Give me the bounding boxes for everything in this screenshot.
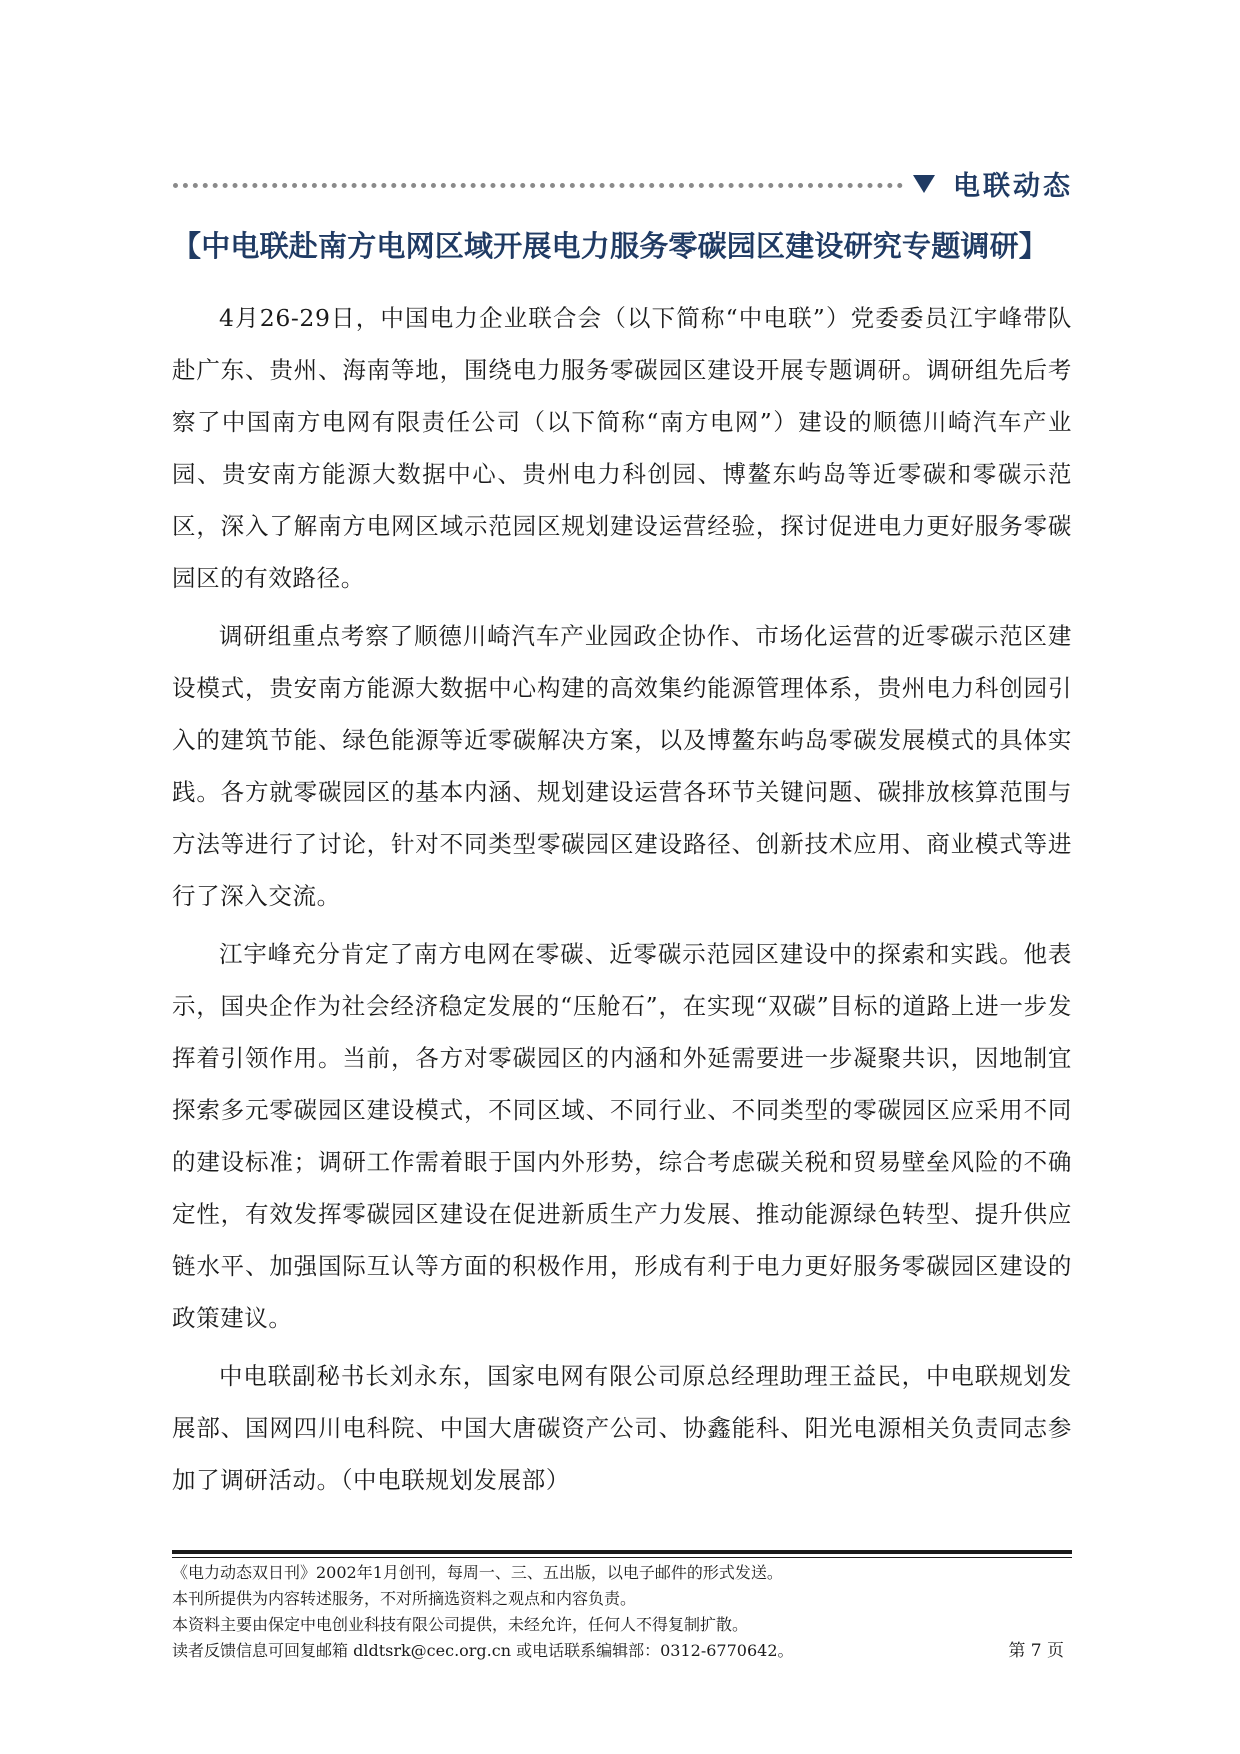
page-number: 第 7 页 — [1008, 1641, 1064, 1661]
article-body — [172, 292, 1072, 1512]
paragraph-2: 调研组重点考察了顺德川崎汽车产业园政企协作、市场化运营的近零碳示范区建设模式，贵安南方能源大数据中心构建的高效集约能源管理体系，贵州电力科创园引入的建筑节能、绿色能源等近零碳解决方案，以及博鳌东屿岛零碳发展模式的具体实践。各方就零碳园区的基本内涵、规划建设运营各环节关键问题、碳排放核算范围与方法等进行了讨论，针对不同类型零碳园区建设路径、创新技术应用、商业模式等进行了深入交流。 — [172, 622, 1072, 910]
dotted-rule — [173, 183, 903, 188]
paragraph-3: 江宇峰充分肯定了南方电网在零碳、近零碳示范园区建设中的探索和实践。他表示，国央企作为社会经济稳定发展的“压舱石”，在实现“双碳”目标的道路上进一步发挥着引领作用。当前，各方对零碳园区的内涵和外延需要进一步凝聚共识，因地制宜探索多元零碳园区建设模式，不同区域、不同行业、不同类型的零碳园区应采用不同的建设标准；调研工作需着眼于国内外形势，综合考虑碳关税和贸易壁垒风险的不确定性，有效发挥零碳园区建设在促进新质生产力发展、推动能源绿色转型、提升供应链水平、加强国际互认等方面的积极作用，形成有利于电力更好服务零碳园区建设的政策建议。 — [172, 940, 1072, 1332]
triangle-marker-icon — [913, 175, 935, 193]
section-label: 电联动态 — [953, 170, 1073, 202]
paragraph-1: 4月26-29日，中国电力企业联合会（以下简称“中电联”）党委委员江宇峰带队赴广东、贵州、海南等地，围绕电力服务零碳园区建设开展专题调研。调研组先后考察了中国南方电网有限责任公司（以下简称“南方电网”）建设的顺德川崎汽车产业园、贵安南方能源大数据中心、贵州电力科创园、博鳌东屿岛等近零碳和零碳示范区，深入了解南方电网区域示范园区规划建设运营经验，探讨促进电力更好服务零碳园区的有效路径。 — [172, 304, 1072, 592]
footer-note-copyright: 本资料主要由保定中电创业科技有限公司提供，未经允许，任何人不得复制扩散。 — [172, 1615, 749, 1634]
footer-divider-thin — [172, 1557, 1072, 1558]
footer-divider-thick — [172, 1550, 1072, 1554]
footer-note-disclaimer: 本刊所提供为内容转述服务，不对所摘选资料之观点和内容负责。 — [172, 1589, 637, 1608]
footer-note-contact: 读者反馈信息可回复邮箱 dldtsrk@cec.org.cn 或电话联系编辑部：0312-6770642。 — [172, 1641, 794, 1660]
footer-note-publication: 《电力动态双日刊》2002年1月创刊，每周一、三、五出版，以电子邮件的形式发送。 — [172, 1563, 783, 1582]
paragraph-4: 中电联副秘书长刘永东，国家电网有限公司原总经理助理王益民，中电联规划发展部、国网四川电科院、中国大唐碳资产公司、协鑫能科、阳光电源相关负责同志参加了调研活动。（中电联规划发展部） — [172, 1362, 1072, 1494]
footer-last-row — [172, 1638, 1072, 1664]
footer-notes — [172, 1560, 1072, 1664]
article-title: 【中电联赴南方电网区域开展电力服务零碳园区建设研究专题调研】 — [172, 229, 1049, 263]
section-header — [173, 165, 1073, 201]
